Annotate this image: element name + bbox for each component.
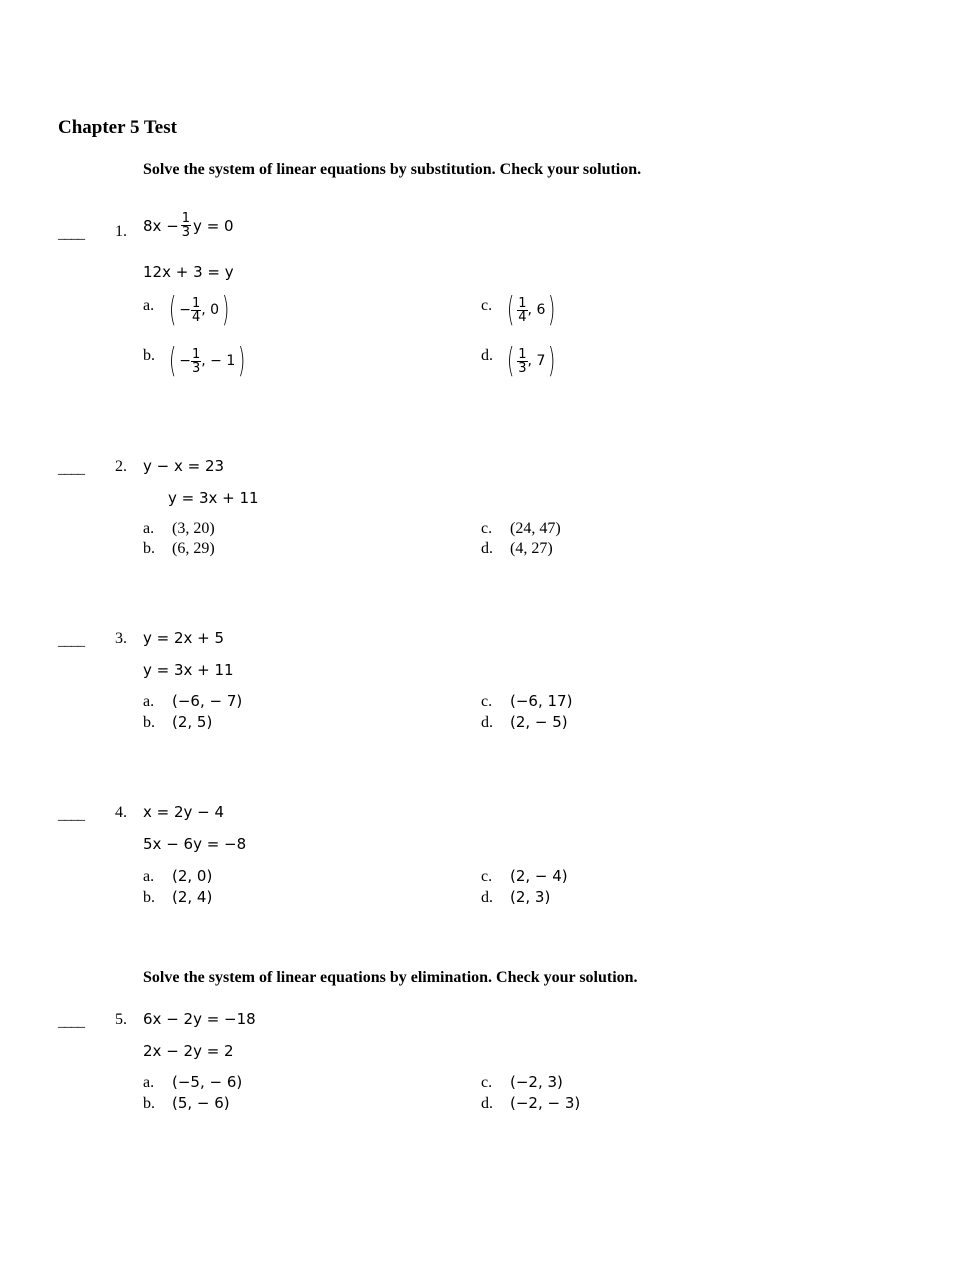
q1-a-sign: − bbox=[179, 302, 191, 318]
q1-a-den: 4 bbox=[192, 309, 201, 325]
left-paren: ( bbox=[168, 341, 177, 381]
q1-eq1-fraction bbox=[181, 212, 191, 239]
q1-d-num: 1 bbox=[518, 346, 527, 362]
q1-option-c[interactable] bbox=[504, 290, 559, 330]
right-paren: ) bbox=[548, 290, 556, 330]
q1-eq1-num: 1 bbox=[181, 211, 191, 226]
q5-option-a[interactable]: (−5, − 6) bbox=[172, 1073, 243, 1091]
q5-option-d-letter: d. bbox=[481, 1095, 493, 1112]
q1-option-a[interactable] bbox=[166, 290, 232, 330]
q1-a-num: 1 bbox=[192, 295, 201, 311]
q2-option-a[interactable]: (3, 20) bbox=[172, 520, 215, 537]
q1-option-a-letter: a. bbox=[143, 297, 155, 314]
answer-blank-5[interactable]: ____ bbox=[58, 1014, 84, 1030]
answer-blank-3[interactable]: ____ bbox=[58, 633, 84, 649]
q1-c-rest: , 6 bbox=[527, 302, 546, 318]
instructions-elimination: Solve the system of linear equations by elimination. Check your solution. bbox=[143, 969, 638, 986]
q4-option-a[interactable]: (2, 0) bbox=[172, 867, 213, 885]
q1-eq1-den: 3 bbox=[181, 225, 191, 240]
q1-b-num: 1 bbox=[192, 346, 201, 362]
q1-d-rest: , 7 bbox=[527, 353, 546, 369]
q2-option-a-letter: a. bbox=[143, 520, 155, 537]
q1-b-sign: − bbox=[179, 353, 191, 369]
answer-blank-2[interactable]: ____ bbox=[58, 461, 84, 477]
q3-equation-2: y = 3x + 11 bbox=[143, 661, 234, 679]
q5-option-c-letter: c. bbox=[481, 1074, 493, 1091]
q2-option-b-letter: b. bbox=[143, 540, 155, 557]
q4-option-b-letter: b. bbox=[143, 889, 155, 906]
q2-equation-1: y − x = 23 bbox=[143, 457, 225, 475]
q4-option-c[interactable]: (2, − 4) bbox=[510, 867, 568, 885]
q3-option-a[interactable]: (−6, − 7) bbox=[172, 692, 243, 710]
q4-option-d[interactable]: (2, 3) bbox=[510, 888, 551, 906]
q5-option-c[interactable]: (−2, 3) bbox=[510, 1073, 563, 1091]
q1-b-fraction bbox=[191, 348, 201, 375]
q1-d-den: 3 bbox=[518, 360, 527, 376]
q1-b-den: 3 bbox=[192, 360, 201, 376]
q4-option-d-letter: d. bbox=[481, 889, 493, 906]
q1-eq1-post: y = 0 bbox=[193, 216, 234, 235]
q3-option-a-letter: a. bbox=[143, 693, 155, 710]
q2-option-d[interactable]: (4, 27) bbox=[510, 540, 553, 557]
q2-option-c-letter: c. bbox=[481, 520, 493, 537]
q4-option-a-letter: a. bbox=[143, 868, 155, 885]
q4-option-c-letter: c. bbox=[481, 868, 493, 885]
question-number-3: 3. bbox=[115, 630, 127, 647]
q5-equation-2: 2x − 2y = 2 bbox=[143, 1042, 234, 1060]
q1-option-b-letter: b. bbox=[143, 347, 155, 364]
q3-option-c-letter: c. bbox=[481, 693, 493, 710]
q1-equation-2: 12x + 3 = y bbox=[143, 263, 234, 281]
q5-option-d[interactable]: (−2, − 3) bbox=[510, 1094, 581, 1112]
q2-option-c[interactable]: (24, 47) bbox=[510, 520, 561, 537]
right-paren: ) bbox=[238, 341, 246, 381]
q3-equation-1: y = 2x + 5 bbox=[143, 629, 225, 647]
q1-c-den: 4 bbox=[518, 309, 527, 325]
q4-equation-2: 5x − 6y = −8 bbox=[143, 835, 247, 853]
q1-c-fraction bbox=[517, 297, 527, 324]
q5-option-b-letter: b. bbox=[143, 1095, 155, 1112]
q1-equation-1 bbox=[143, 212, 234, 239]
question-number-4: 4. bbox=[115, 804, 127, 821]
left-paren: ( bbox=[506, 341, 515, 381]
q1-b-rest: , − 1 bbox=[201, 353, 236, 369]
q3-option-b-letter: b. bbox=[143, 714, 155, 731]
q1-a-rest: , 0 bbox=[201, 302, 220, 318]
instructions-substitution: Solve the system of linear equations by substitution. Check your solution. bbox=[143, 161, 642, 178]
q1-c-num: 1 bbox=[518, 295, 527, 311]
left-paren: ( bbox=[506, 290, 515, 330]
q2-equation-2: y = 3x + 11 bbox=[168, 489, 259, 507]
q1-d-fraction bbox=[517, 348, 527, 375]
q4-option-b[interactable]: (2, 4) bbox=[172, 888, 213, 906]
q3-option-d-letter: d. bbox=[481, 714, 493, 731]
question-number-5: 5. bbox=[115, 1011, 127, 1028]
page-title: Chapter 5 Test bbox=[58, 117, 177, 138]
q1-a-fraction bbox=[191, 297, 201, 324]
q5-equation-1: 6x − 2y = −18 bbox=[143, 1010, 256, 1028]
q1-option-b[interactable] bbox=[166, 341, 249, 381]
q5-option-a-letter: a. bbox=[143, 1074, 155, 1091]
answer-blank-4[interactable]: ____ bbox=[58, 807, 84, 823]
answer-blank-1[interactable]: ____ bbox=[58, 226, 84, 242]
q4-equation-1: x = 2y − 4 bbox=[143, 803, 225, 821]
q3-option-d[interactable]: (2, − 5) bbox=[510, 713, 568, 731]
q2-option-d-letter: d. bbox=[481, 540, 493, 557]
left-paren: ( bbox=[168, 290, 177, 330]
q5-option-b[interactable]: (5, − 6) bbox=[172, 1094, 230, 1112]
right-paren: ) bbox=[222, 290, 230, 330]
q3-option-c[interactable]: (−6, 17) bbox=[510, 692, 573, 710]
q1-option-c-letter: c. bbox=[481, 297, 493, 314]
q2-option-b[interactable]: (6, 29) bbox=[172, 540, 215, 557]
q1-eq1-pre: 8x − bbox=[143, 216, 179, 235]
q3-option-b[interactable]: (2, 5) bbox=[172, 713, 213, 731]
q1-option-d[interactable] bbox=[504, 341, 559, 381]
q1-option-d-letter: d. bbox=[481, 347, 493, 364]
question-number-2: 2. bbox=[115, 458, 127, 475]
right-paren: ) bbox=[548, 341, 556, 381]
question-number-1: 1. bbox=[115, 223, 127, 240]
